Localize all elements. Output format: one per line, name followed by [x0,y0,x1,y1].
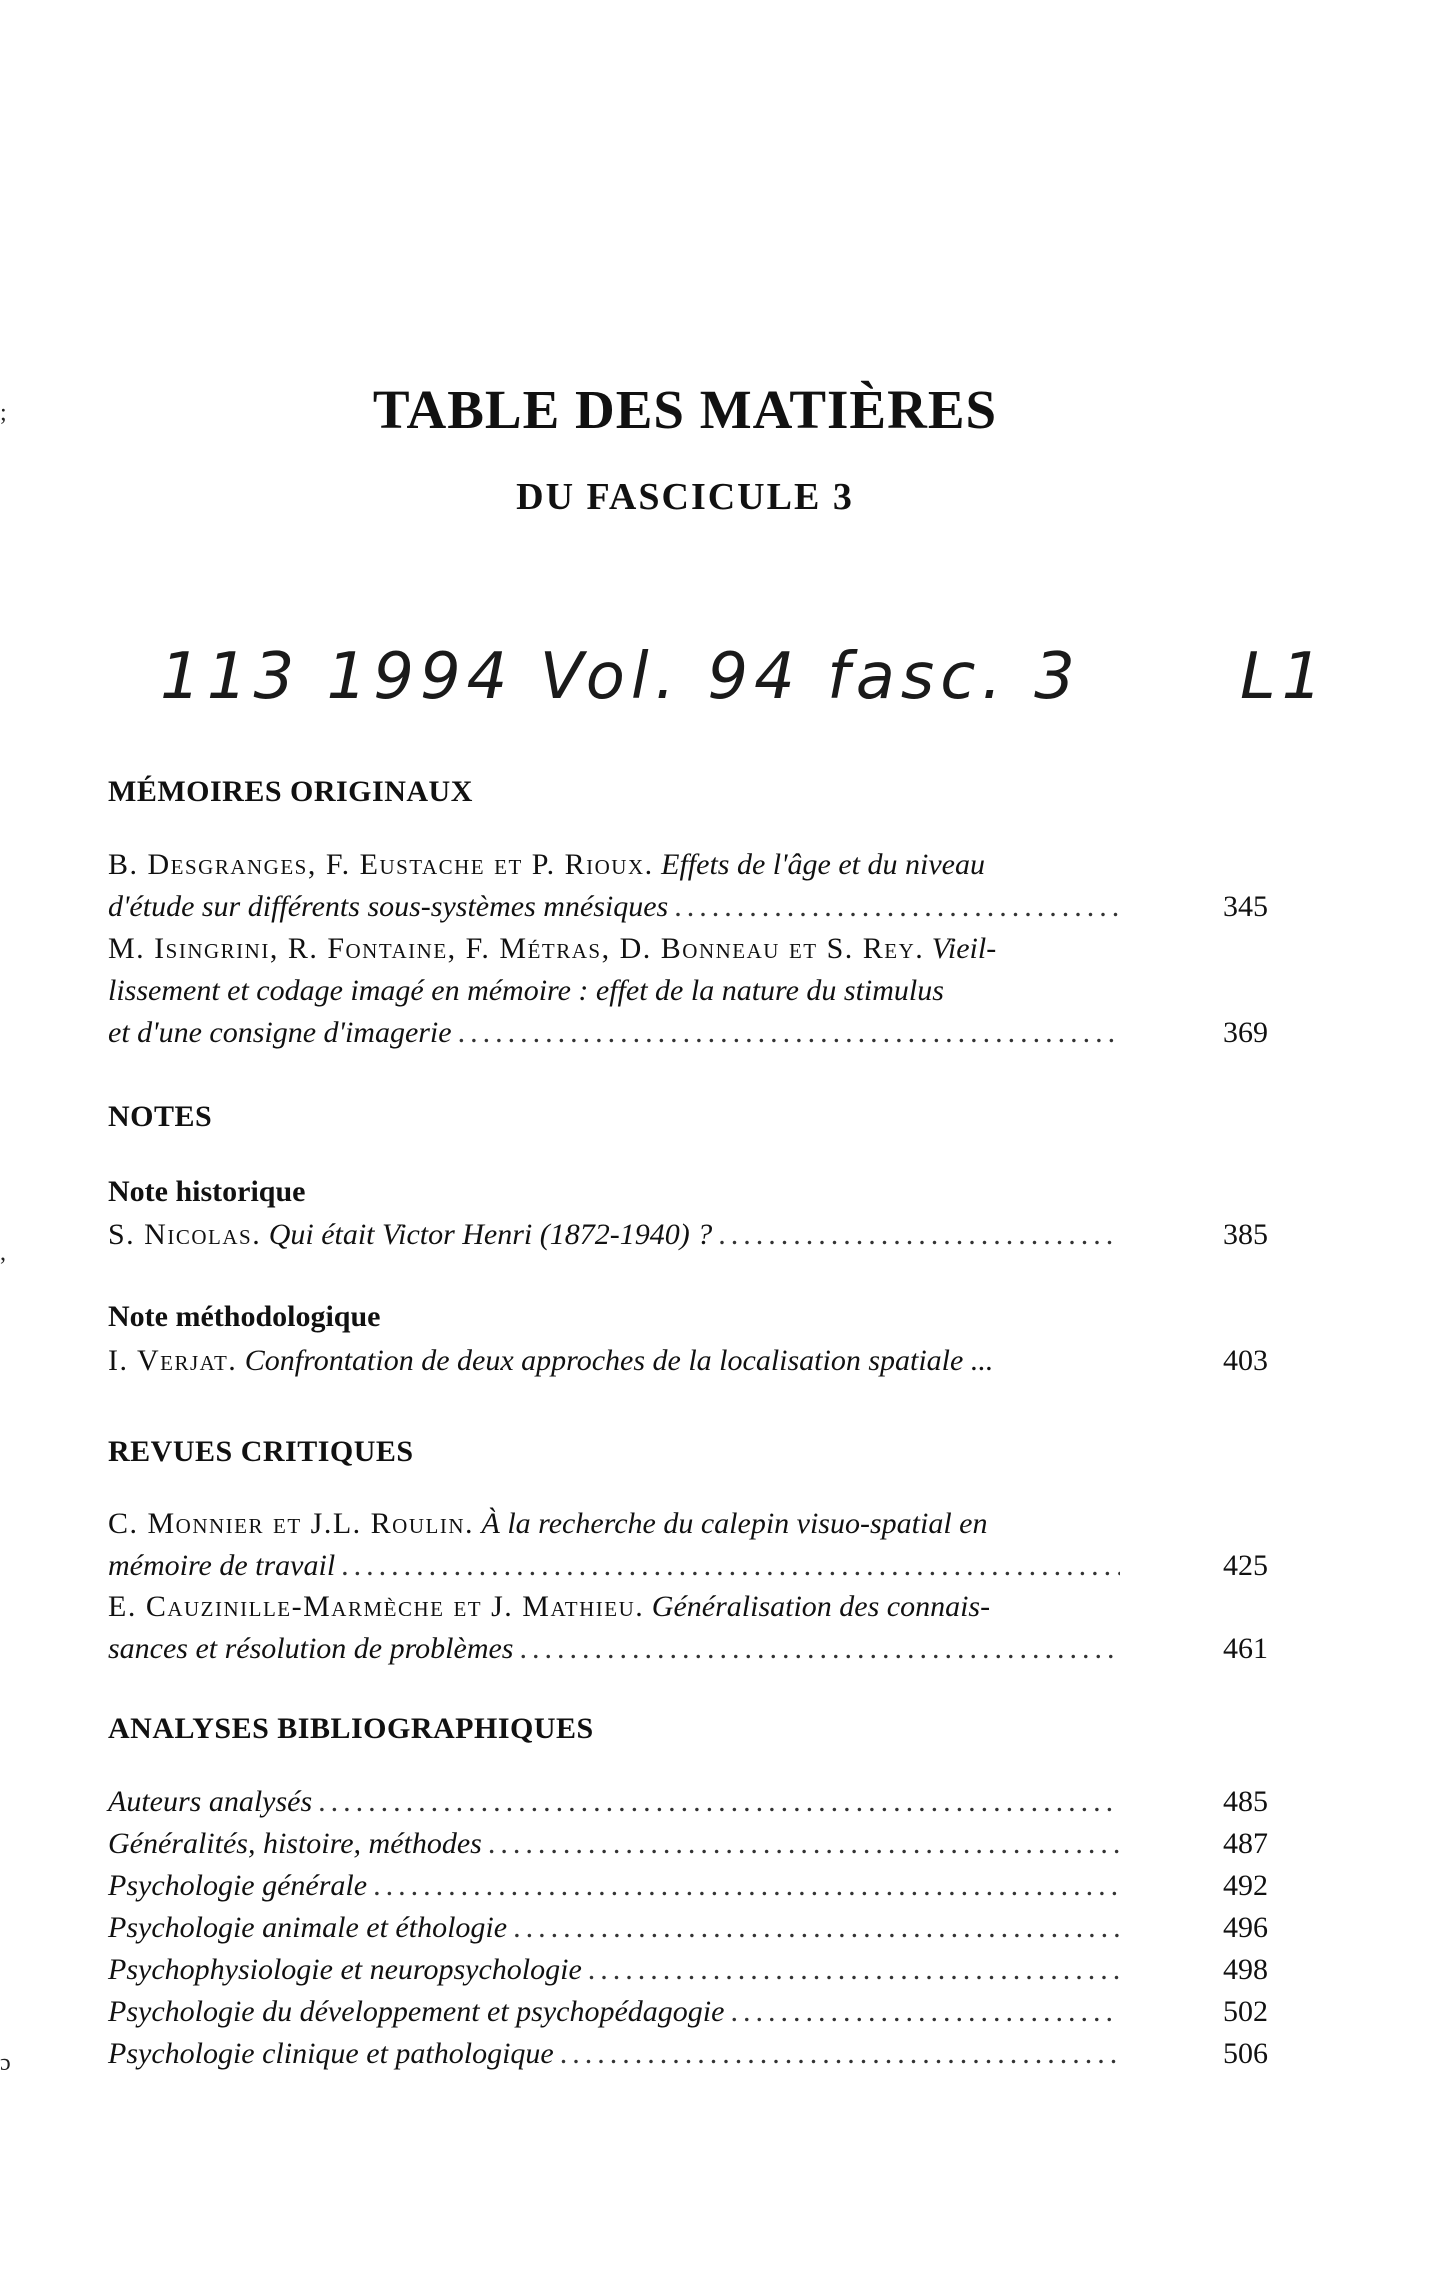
toc-entry[interactable] [108,928,1268,1054]
entry-title: Vieil- [931,932,997,965]
section-heading-revues: REVUES CRITIQUES [108,1435,414,1468]
dot-leader [560,2033,1120,2075]
dot-leader [318,1781,1120,1823]
toc-list-item[interactable] [108,2033,1268,2075]
page-title: TABLE DES MATIÈRES [372,379,998,440]
page-number: 506 [1223,2037,1268,2070]
entry-title: Psychologie du développement et psychopédagogie [108,1995,725,2028]
section-heading-analyses: ANALYSES BIBLIOGRAPHIQUES [108,1712,594,1745]
entry-authors: M. Isingrini, R. Fontaine, F. Métras, D. Bonneau et S. Rey. [108,932,925,965]
toc-entry[interactable] [108,1503,1268,1587]
entry-authors: S. Nicolas. [108,1218,262,1251]
entry-title: Psychophysiologie et neuropsychologie [108,1953,582,1986]
page-number: 369 [1223,1016,1268,1049]
handwritten-tag: L1 [1240,640,1329,714]
entry-title: Auteurs analysés [108,1785,313,1818]
page-number: 385 [1223,1218,1268,1251]
page-number: 502 [1223,1995,1268,2028]
entry-title: Effets de l'âge et du niveau [661,848,985,881]
page-number: 498 [1223,1953,1268,1986]
entry-authors: C. Monnier et J.L. Roulin. [108,1507,474,1540]
dot-leader [488,1823,1120,1865]
entry-title: Qui était Victor Henri (1872-1940) ? [268,1218,713,1251]
entry-title: mémoire de travail [108,1549,336,1582]
handwritten-annotation [160,640,1360,714]
toc-entry[interactable] [108,1214,1268,1256]
dot-leader [519,1628,1120,1670]
toc-entry[interactable] [108,1586,1268,1670]
page-number: 461 [1223,1632,1268,1665]
page-number: 403 [1223,1344,1268,1377]
entry-title: Généralités, histoire, méthodes [108,1827,482,1860]
scan-edge-mark: , [0,1240,6,1266]
page-number: 425 [1223,1549,1268,1582]
dot-leader [341,1545,1120,1587]
subheading-note-historique: Note historique [108,1175,306,1208]
section-heading-notes: NOTES [108,1100,213,1133]
toc-list-analyses [108,1781,1268,2075]
entry-title: et d'une consigne d'imagerie [108,1016,452,1049]
entry-title: À la recherche du calepin visuo-spatial en [481,1507,988,1540]
entry-title: Confrontation de deux approches de la localisation spatiale ... [244,1344,994,1377]
entry-title: sances et résolution de problèmes [108,1632,514,1665]
toc-list-item[interactable] [108,1781,1268,1823]
dot-leader [458,1012,1120,1054]
toc-list-item[interactable] [108,1949,1268,1991]
subheading-note-methodologique: Note méthodologique [108,1300,381,1333]
entry-title: Généralisation des connais- [651,1590,991,1623]
toc-entry[interactable] [108,844,1268,928]
dot-leader [513,1907,1120,1949]
dot-leader [588,1949,1120,1991]
page-number: 492 [1223,1869,1268,1902]
dot-leader [730,1991,1120,2033]
entry-title: Psychologie animale et éthologie [108,1911,508,1944]
dot-leader [674,886,1120,928]
page-number: 487 [1223,1827,1268,1860]
entry-authors: B. Desgranges, F. Eustache et P. Rioux. [108,848,654,881]
scan-edge-mark: ; [0,400,7,426]
entry-title: Psychologie clinique et pathologique [108,2037,554,2070]
entry-authors: I. Verjat. [108,1344,238,1377]
toc-list-item[interactable] [108,1991,1268,2033]
page-subtitle: DU FASCICULE 3 [516,476,854,518]
toc-entry[interactable] [108,1340,1268,1382]
dot-leader [373,1865,1120,1907]
scan-edge-mark: ɔ [0,2050,11,2076]
entry-title: Psychologie générale [108,1869,368,1902]
page-number: 496 [1223,1911,1268,1944]
toc-list-item[interactable] [108,1823,1268,1865]
entry-authors: E. Cauzinille-Marmèche et J. Mathieu. [108,1590,645,1623]
page-number: 485 [1223,1785,1268,1818]
dot-leader [718,1214,1120,1256]
section-heading-memoires: MÉMOIRES ORIGINAUX [108,775,473,808]
page-number: 345 [1223,890,1268,923]
entry-title: d'étude sur différents sous-systèmes mnésiques [108,890,669,923]
toc-list-item[interactable] [108,1907,1268,1949]
handwritten-reference: 113 1994 Vol. 94 fasc. 3 [160,640,1081,714]
toc-list-item[interactable] [108,1865,1268,1907]
entry-title: lissement et codage imagé en mémoire : effet de la nature du stimulus [108,974,944,1007]
